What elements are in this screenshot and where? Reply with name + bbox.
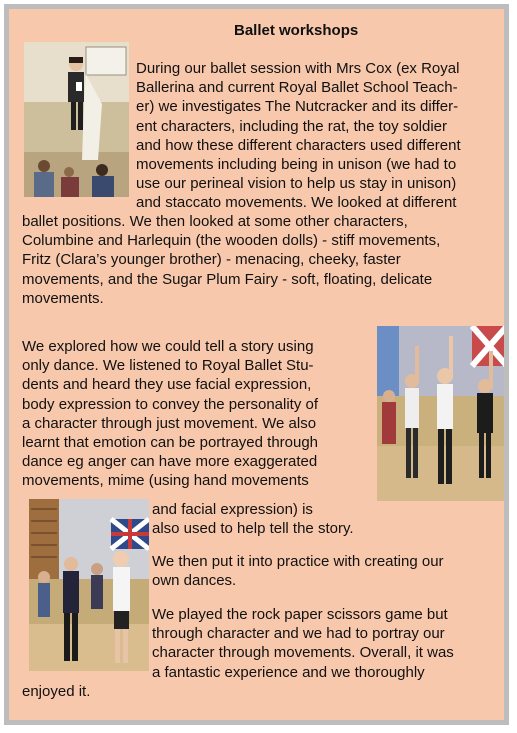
text-line: ent characters, including the rat, the toy soldier xyxy=(136,117,448,135)
text-line: body expression to convey the personality of xyxy=(22,395,319,413)
text-line: Fritz (Clara’s younger brother) - menacing, cheeky, faster xyxy=(22,251,401,269)
text-line: er) we investigates The Nutcracker and its differ- xyxy=(136,98,459,116)
newsletter-panel xyxy=(9,9,504,720)
text-line: movements, and the Sugar Plum Fairy - soft, floating, delicate xyxy=(22,270,433,288)
text-line: movements, mime (using hand movements xyxy=(22,472,309,490)
text-line: dance eg anger can have more exaggerated xyxy=(22,453,318,471)
text-line: character through movements. Overall, it was xyxy=(152,644,454,662)
page-border xyxy=(4,4,509,725)
text-line: and staccato movements. We looked at different xyxy=(136,194,457,212)
photo-teacher-presenting xyxy=(24,42,129,197)
paragraph-conclusion xyxy=(152,605,454,682)
paragraph-nutcracker xyxy=(136,59,461,213)
text-line: Ballerina and current Royal Ballet School Teach- xyxy=(136,79,458,97)
text-line: only dance. We listened to Royal Ballet Stu- xyxy=(22,357,314,375)
text-line: We played the rock paper scissors game but xyxy=(152,606,448,623)
text-line: movements. xyxy=(22,289,104,307)
text-line: a character through just movement. We also xyxy=(22,414,317,432)
paragraph-storytelling-continued xyxy=(152,500,354,538)
text-line: use our perineal vision to help us stay in unison) xyxy=(136,175,457,193)
text-line: and how these different characters used different xyxy=(136,136,461,154)
paragraph-nutcracker-continued xyxy=(22,212,440,308)
text-line: movements including being in unison (we had to xyxy=(136,156,457,174)
text-line: dents and heard they use facial expression, xyxy=(22,376,312,394)
text-line: Columbine and Harlequin (the wooden dolls) - stiff movements, xyxy=(22,232,441,250)
text-line: own dances. xyxy=(152,572,237,590)
text-line: also used to help tell the story. xyxy=(152,520,354,538)
text-line: learnt that emotion can be portrayed through xyxy=(22,434,319,452)
text-line: ballet positions. We then looked at some other characters, xyxy=(22,213,408,230)
paragraph-conclusion-continued xyxy=(22,682,90,701)
text-line: through character and we had to portray our xyxy=(152,625,445,643)
text-line: During our ballet session with Mrs Cox (ex Royal xyxy=(136,60,460,77)
photo-children-dancing-hall xyxy=(29,499,149,671)
paragraph-storytelling xyxy=(22,337,318,491)
text-line: a fantastic experience and we thoroughly xyxy=(152,663,425,681)
text-line: We then put it into practice with creating our xyxy=(152,553,444,570)
text-line: We explored how we could tell a story using xyxy=(22,338,314,355)
text-line: and facial expression) is xyxy=(152,501,313,518)
text-line: enjoyed it. xyxy=(22,683,91,700)
page-title: Ballet workshops xyxy=(234,22,359,39)
photo-children-arms-raised xyxy=(377,326,504,501)
paragraph-practice xyxy=(152,552,444,590)
